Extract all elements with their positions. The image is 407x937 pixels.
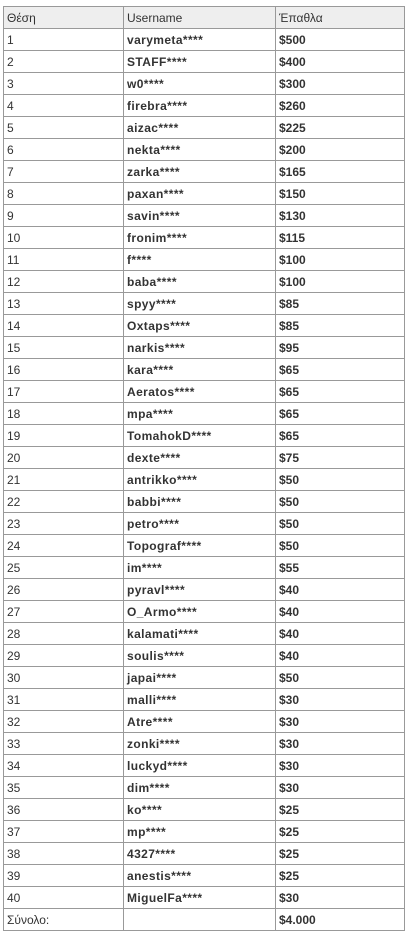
prize-cell: $50 [276, 469, 405, 491]
table-row [4, 535, 405, 557]
position-cell: 33 [4, 733, 124, 755]
prize-cell: $65 [276, 381, 405, 403]
table-row [4, 821, 405, 843]
position-cell: 7 [4, 161, 124, 183]
username-cell: firebra**** [124, 95, 276, 117]
table-row [4, 117, 405, 139]
table-row [4, 755, 405, 777]
username-cell: babbi**** [124, 491, 276, 513]
total-username-cell [124, 909, 276, 931]
position-cell: 8 [4, 183, 124, 205]
position-cell: 32 [4, 711, 124, 733]
table-row [4, 337, 405, 359]
username-cell: soulis**** [124, 645, 276, 667]
position-cell: 17 [4, 381, 124, 403]
position-cell: 10 [4, 227, 124, 249]
position-cell: 26 [4, 579, 124, 601]
prize-cell: $40 [276, 623, 405, 645]
prize-cell: $25 [276, 821, 405, 843]
username-cell: petro**** [124, 513, 276, 535]
username-cell: luckyd**** [124, 755, 276, 777]
table-row [4, 623, 405, 645]
prize-cell: $95 [276, 337, 405, 359]
table-row [4, 579, 405, 601]
position-cell: 9 [4, 205, 124, 227]
table-row [4, 447, 405, 469]
position-cell: 2 [4, 51, 124, 73]
prize-cell: $130 [276, 205, 405, 227]
position-cell: 20 [4, 447, 124, 469]
prize-cell: $50 [276, 667, 405, 689]
username-cell: mpa**** [124, 403, 276, 425]
position-cell: 39 [4, 865, 124, 887]
total-label: Σύνολο: [4, 909, 124, 931]
column-header-position: Θέση [4, 7, 124, 29]
table-row [4, 425, 405, 447]
table-row [4, 689, 405, 711]
prize-cell: $55 [276, 557, 405, 579]
table-row [4, 469, 405, 491]
table-row [4, 777, 405, 799]
table-row [4, 601, 405, 623]
standings-container [3, 6, 405, 931]
username-cell: 4327**** [124, 843, 276, 865]
table-row [4, 843, 405, 865]
prize-cell: $75 [276, 447, 405, 469]
position-cell: 13 [4, 293, 124, 315]
prize-cell: $30 [276, 689, 405, 711]
table-row [4, 865, 405, 887]
position-cell: 40 [4, 887, 124, 909]
column-header-prize: Έπαθλα [276, 7, 405, 29]
position-cell: 15 [4, 337, 124, 359]
position-cell: 23 [4, 513, 124, 535]
position-cell: 19 [4, 425, 124, 447]
table-footer [4, 909, 405, 931]
position-cell: 35 [4, 777, 124, 799]
username-cell: dexte**** [124, 447, 276, 469]
prize-cell: $200 [276, 139, 405, 161]
prize-cell: $40 [276, 645, 405, 667]
table-row [4, 293, 405, 315]
table-row [4, 645, 405, 667]
position-cell: 4 [4, 95, 124, 117]
table-row [4, 711, 405, 733]
position-cell: 22 [4, 491, 124, 513]
table-row [4, 557, 405, 579]
table-row [4, 73, 405, 95]
username-cell: aizac**** [124, 117, 276, 139]
table-row [4, 733, 405, 755]
prize-cell: $30 [276, 733, 405, 755]
table-row [4, 95, 405, 117]
table-row [4, 139, 405, 161]
table-row [4, 227, 405, 249]
username-cell: Oxtaps**** [124, 315, 276, 337]
position-cell: 30 [4, 667, 124, 689]
table-row [4, 887, 405, 909]
username-cell: MiguelFa**** [124, 887, 276, 909]
prize-cell: $65 [276, 425, 405, 447]
table-row [4, 29, 405, 51]
prize-cell: $25 [276, 843, 405, 865]
prize-cell: $400 [276, 51, 405, 73]
standings-table [3, 6, 405, 931]
username-cell: varymeta**** [124, 29, 276, 51]
total-value: $4.000 [276, 909, 405, 931]
table-row [4, 51, 405, 73]
position-cell: 11 [4, 249, 124, 271]
prize-cell: $115 [276, 227, 405, 249]
table-row [4, 359, 405, 381]
table-row [4, 799, 405, 821]
prize-cell: $85 [276, 315, 405, 337]
prize-cell: $30 [276, 755, 405, 777]
position-cell: 31 [4, 689, 124, 711]
prize-cell: $500 [276, 29, 405, 51]
table-header [4, 7, 405, 29]
table-row [4, 183, 405, 205]
username-cell: fronim**** [124, 227, 276, 249]
table-row [4, 403, 405, 425]
header-row [4, 7, 405, 29]
username-cell: nekta**** [124, 139, 276, 161]
username-cell: Atre**** [124, 711, 276, 733]
position-cell: 28 [4, 623, 124, 645]
prize-cell: $40 [276, 579, 405, 601]
position-cell: 14 [4, 315, 124, 337]
username-cell: malli**** [124, 689, 276, 711]
prize-cell: $260 [276, 95, 405, 117]
position-cell: 37 [4, 821, 124, 843]
table-row [4, 271, 405, 293]
position-cell: 16 [4, 359, 124, 381]
username-cell: anestis**** [124, 865, 276, 887]
username-cell: f**** [124, 249, 276, 271]
username-cell: STAFF**** [124, 51, 276, 73]
position-cell: 36 [4, 799, 124, 821]
table-row [4, 513, 405, 535]
position-cell: 3 [4, 73, 124, 95]
prize-cell: $50 [276, 513, 405, 535]
prize-cell: $65 [276, 403, 405, 425]
username-cell: kara**** [124, 359, 276, 381]
prize-cell: $165 [276, 161, 405, 183]
position-cell: 27 [4, 601, 124, 623]
username-cell: Aeratos**** [124, 381, 276, 403]
table-row [4, 491, 405, 513]
username-cell: mp**** [124, 821, 276, 843]
prize-cell: $150 [276, 183, 405, 205]
position-cell: 34 [4, 755, 124, 777]
username-cell: TomahokD**** [124, 425, 276, 447]
table-row [4, 205, 405, 227]
prize-cell: $25 [276, 799, 405, 821]
position-cell: 12 [4, 271, 124, 293]
username-cell: baba**** [124, 271, 276, 293]
table-body [4, 29, 405, 909]
prize-cell: $50 [276, 535, 405, 557]
position-cell: 25 [4, 557, 124, 579]
username-cell: zarka**** [124, 161, 276, 183]
position-cell: 21 [4, 469, 124, 491]
prize-cell: $25 [276, 865, 405, 887]
position-cell: 1 [4, 29, 124, 51]
position-cell: 6 [4, 139, 124, 161]
username-cell: w0**** [124, 73, 276, 95]
prize-cell: $85 [276, 293, 405, 315]
prize-cell: $50 [276, 491, 405, 513]
prize-cell: $225 [276, 117, 405, 139]
position-cell: 29 [4, 645, 124, 667]
username-cell: paxan**** [124, 183, 276, 205]
prize-cell: $30 [276, 711, 405, 733]
username-cell: dim**** [124, 777, 276, 799]
table-row [4, 249, 405, 271]
username-cell: Topograf**** [124, 535, 276, 557]
prize-cell: $40 [276, 601, 405, 623]
position-cell: 24 [4, 535, 124, 557]
username-cell: zonki**** [124, 733, 276, 755]
username-cell: im**** [124, 557, 276, 579]
username-cell: pyravl**** [124, 579, 276, 601]
table-row [4, 161, 405, 183]
username-cell: O_Armo**** [124, 601, 276, 623]
position-cell: 18 [4, 403, 124, 425]
table-row [4, 315, 405, 337]
prize-cell: $100 [276, 271, 405, 293]
username-cell: ko**** [124, 799, 276, 821]
prize-cell: $100 [276, 249, 405, 271]
username-cell: japai**** [124, 667, 276, 689]
username-cell: spyy**** [124, 293, 276, 315]
column-header-username: Username [124, 7, 276, 29]
username-cell: kalamati**** [124, 623, 276, 645]
prize-cell: $30 [276, 887, 405, 909]
position-cell: 5 [4, 117, 124, 139]
username-cell: savin**** [124, 205, 276, 227]
position-cell: 38 [4, 843, 124, 865]
username-cell: antrikko**** [124, 469, 276, 491]
table-row [4, 667, 405, 689]
total-row [4, 909, 405, 931]
username-cell: narkis**** [124, 337, 276, 359]
prize-cell: $65 [276, 359, 405, 381]
prize-cell: $30 [276, 777, 405, 799]
prize-cell: $300 [276, 73, 405, 95]
table-row [4, 381, 405, 403]
